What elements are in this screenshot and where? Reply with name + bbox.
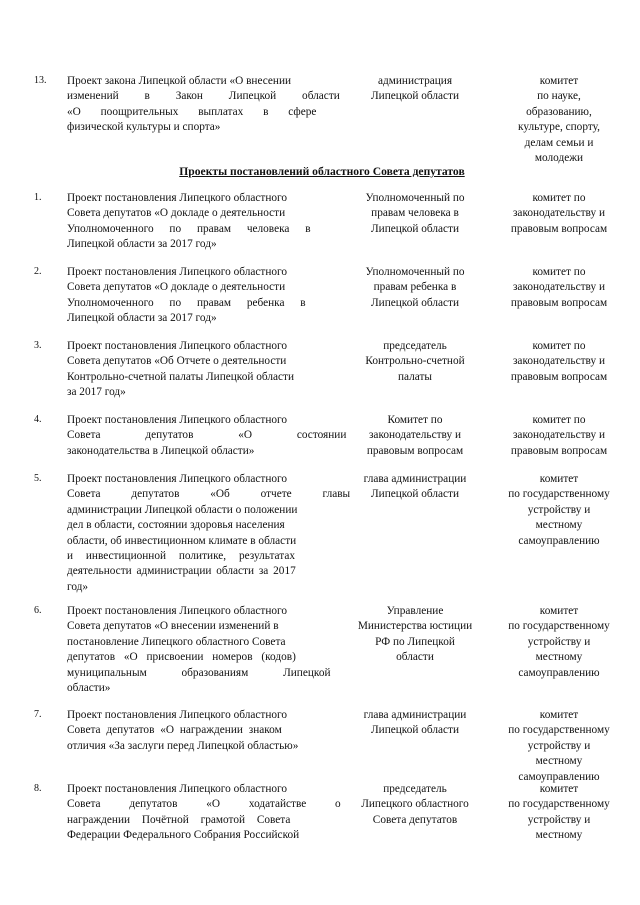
item-description: Проект постановления Липецкого областного Совета депутатов «Об Отчете о деятельности Контрольно-счетной палаты Липецкой области за 2017 год» xyxy=(67,340,294,399)
item-responsible: глава администрации Липецкой области xyxy=(363,709,467,737)
item-responsible: Комитет по законодательству и правовым вопросам xyxy=(366,414,464,457)
item-responsible: администрация Липецкой области xyxy=(370,75,459,103)
item-description: Проект постановления Липецкого областного Совета депутатов «О докладе о деятельности Уполномоченного по правам человека в Липецкой области за 2017 год» xyxy=(67,192,311,251)
description-line: физической культуры и спорта» xyxy=(67,121,221,134)
item-committee: комитет по науке, образованию, культуре, спорту, делам семьи и молодежи xyxy=(518,75,600,165)
item-committee: комитет по государственному устройству и местному самоуправлению xyxy=(508,473,610,547)
item-committee: комитет по законодательству и правовым вопросам xyxy=(510,192,608,235)
item-description: Проект постановления Липецкого областного Совета депутатов «О докладе о деятельности Уполномоченного по правам ребенка в Липецкой области за 2017 год» xyxy=(67,266,306,325)
item-committee: комитет по законодательству и правовым вопросам xyxy=(510,414,608,457)
item-responsible: Уполномоченный по правам ребенка в Липецкой области xyxy=(365,266,465,309)
description-line: Проект закона Липецкой области «О внесении xyxy=(67,75,292,87)
item-description xyxy=(67,74,340,136)
description-line: «О поощрительных выплатах в сфере xyxy=(67,105,317,118)
item-responsible: председатель Липецкого областного Совета депутатов xyxy=(361,783,469,826)
item-description: Проект постановления Липецкого областного Совета депутатов «Об отчете главы администрации Липецкой области о положении дел в области, состоянии здоровья населения области, об инвестиционном климате в области и инвестиционной политике, результатах деятельности администрации области за 2017 год» xyxy=(67,473,351,593)
item-description: Проект постановления Липецкого областного Совета депутатов «О ходатайстве о награждении Почётной грамотой Совета Федерации Федерального Собрания Российской xyxy=(67,783,341,842)
item-committee: комитет по государственному устройству и местному xyxy=(508,783,610,842)
item-description: Проект постановления Липецкого областного Совета депутатов «О состоянии законодательства в Липецкой области» xyxy=(67,414,347,457)
item-number: 6. xyxy=(34,605,42,616)
item-number: 4. xyxy=(34,414,42,425)
item-number: 5. xyxy=(34,473,42,484)
item-responsible: Управление Министерства юстиции РФ по Липецкой области xyxy=(357,605,473,664)
section-title: Проекты постановлений областного Совета депутатов xyxy=(179,165,465,178)
item-committee: комитет по государственному устройству и местному самоуправлению xyxy=(508,709,610,783)
item-committee: комитет по законодательству и правовым вопросам xyxy=(510,266,608,309)
item-number: 8. xyxy=(34,783,42,794)
item-responsible: глава администрации Липецкой области xyxy=(363,473,467,501)
item-committee: комитет по законодательству и правовым вопросам xyxy=(510,340,608,383)
item-number: 7. xyxy=(34,709,42,720)
item-committee: комитет по государственному устройству и местному самоуправлению xyxy=(508,605,610,679)
item-description: Проект постановления Липецкого областного Совета депутатов «О награждении знаком отличия «За заслуги перед Липецкой областью» xyxy=(67,709,299,752)
item-number: 1. xyxy=(34,192,42,203)
item-responsible: председатель Контрольно-счетной палаты xyxy=(365,340,465,383)
item-number: 3. xyxy=(34,340,42,351)
item-number: 13. xyxy=(34,75,47,86)
item-number: 2. xyxy=(34,266,42,277)
item-responsible: Уполномоченный по правам человека в Липецкой области xyxy=(365,192,465,235)
item-description: Проект постановления Липецкого областного Совета депутатов «О внесении изменений в постановление Липецкого областного Совета депутатов «О присвоении номеров (кодов) муниципальным образованиям Липецкой области» xyxy=(67,605,331,695)
description-line: изменений в Закон Липецкой области xyxy=(67,90,340,103)
